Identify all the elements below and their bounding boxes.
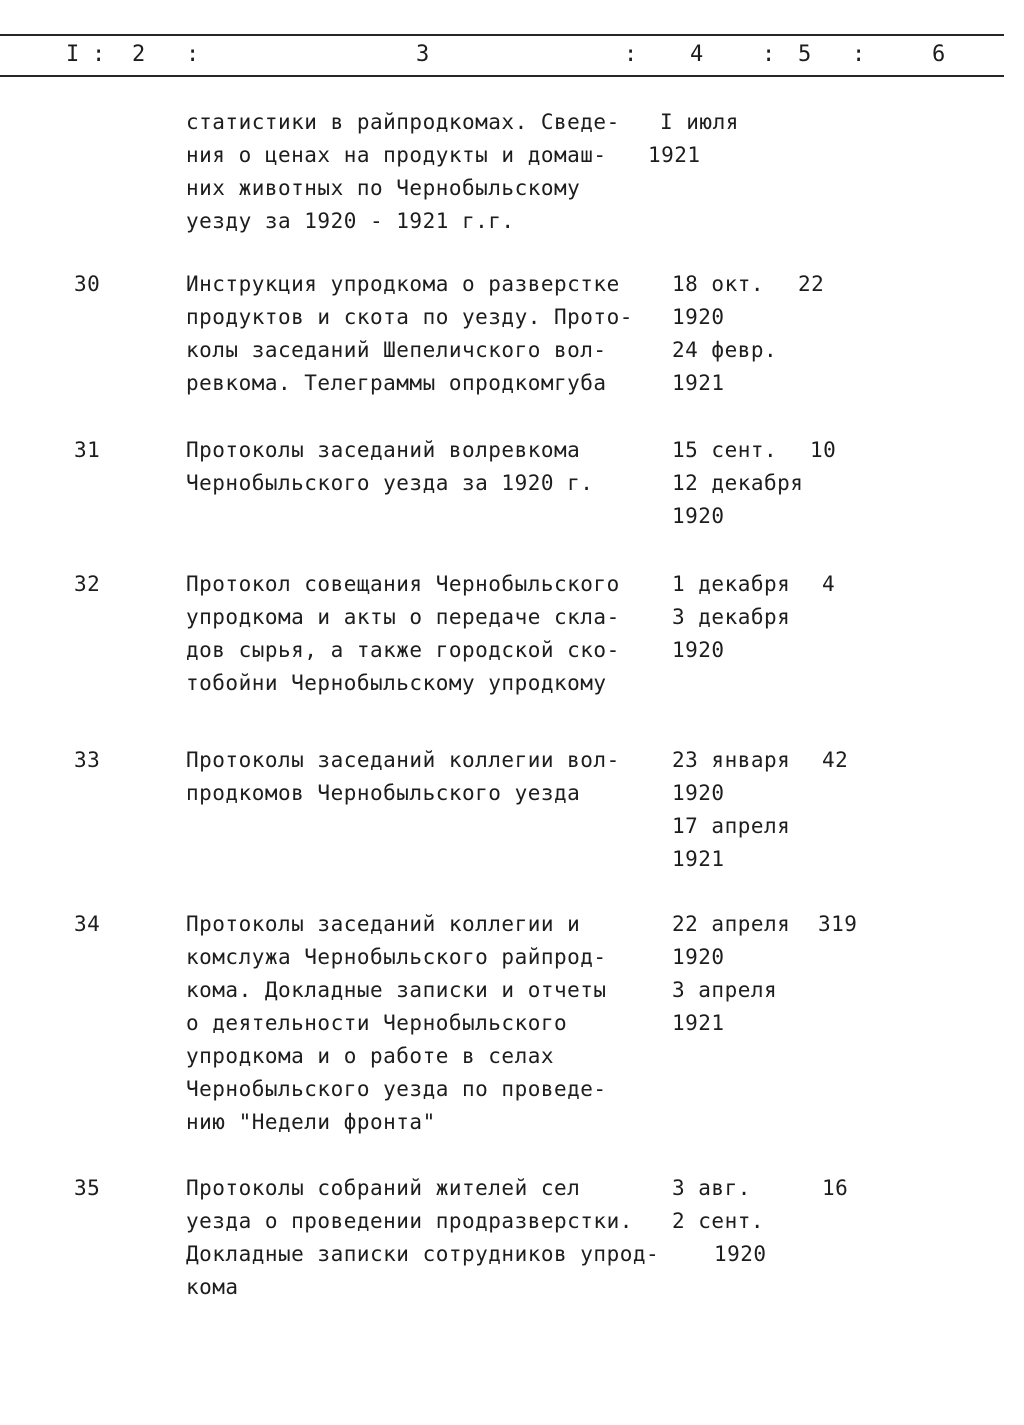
title-line: уезда о проведении продразверстки.	[186, 1209, 633, 1233]
date-line: 2 сент.	[672, 1209, 765, 1233]
date-line: 1921	[672, 1011, 725, 1035]
title-line: Инструкция упродкома о разверстке	[186, 272, 620, 296]
entry-title	[186, 106, 620, 238]
title-line: нию "Недели фронта"	[186, 1110, 436, 1134]
title-line: продуктов и скота по уезду. Прото-	[186, 305, 633, 329]
entry-number: 33	[74, 748, 101, 772]
entry-dates	[672, 1172, 767, 1271]
date-line: 1920	[714, 1242, 767, 1266]
date-line: 1920	[672, 945, 725, 969]
date-line: 1921	[672, 847, 725, 871]
title-line: Чернобыльского уезда за 1920 г.	[186, 471, 594, 495]
entry-number: 35	[74, 1176, 101, 1200]
entry-title	[186, 1172, 659, 1304]
date-line: 1920	[672, 305, 725, 329]
date-line: 1920	[672, 638, 725, 662]
title-line: Чернобыльского уезда по проведе-	[186, 1077, 607, 1101]
entry-sheet-count: 319	[818, 912, 858, 936]
date-line: 18 окт.	[672, 272, 765, 296]
entry-number: 32	[74, 572, 101, 596]
title-line: Протокол совещания Чернобыльского	[186, 572, 620, 596]
header-col-2: 2	[132, 42, 147, 67]
entry-dates	[672, 568, 790, 667]
entry-sheet-count: 42	[822, 748, 849, 772]
title-line: тобойни Чернобыльскому упродкому	[186, 671, 607, 695]
title-line: уезду за 1920 - 1921 г.г.	[186, 209, 515, 233]
title-line: комслужа Чернобыльского райпрод-	[186, 945, 607, 969]
entry-dates	[672, 268, 777, 400]
entry-title	[186, 908, 607, 1139]
date-line: 3 апреля	[672, 978, 778, 1002]
date-line: 15 сент.	[672, 438, 778, 462]
entry-number: 30	[74, 272, 101, 296]
header-col-3: 3	[416, 42, 431, 67]
date-line: 12 декабря	[672, 471, 804, 495]
title-line: о деятельности Чернобыльского	[186, 1011, 568, 1035]
entry-sheet-count: 4	[822, 572, 836, 596]
title-line: статистики в райпродкомах. Сведе-	[186, 110, 620, 134]
date-line: 1921	[672, 371, 725, 395]
header-top-rule	[0, 34, 1004, 36]
title-line: продкомов Чернобыльского уезда	[186, 781, 581, 805]
date-line: 1 декабря	[672, 572, 791, 596]
date-line: 3 авг.	[672, 1176, 751, 1200]
header-separator: :	[186, 42, 201, 67]
title-line: ния о ценах на продукты и домаш-	[186, 143, 607, 167]
title-line: ревкома. Телеграммы опродкомгуба	[186, 371, 607, 395]
header-separator: :	[762, 42, 777, 67]
header-col-1: I	[66, 42, 81, 67]
date-line: I июля	[660, 110, 739, 134]
title-line: упродкома и акты о передаче скла-	[186, 605, 620, 629]
entry-title	[186, 434, 593, 500]
entry-dates	[672, 744, 790, 876]
header-col-4: 4	[690, 42, 705, 67]
date-line: 24 февр.	[672, 338, 778, 362]
date-line: 17 апреля	[672, 814, 791, 838]
entry-dates	[672, 434, 803, 533]
header-col-6: 6	[932, 42, 947, 67]
entry-title	[186, 268, 633, 400]
date-line: 22 апреля	[672, 912, 791, 936]
title-line: Протоколы заседаний коллегии вол-	[186, 748, 620, 772]
date-line: 1920	[672, 504, 725, 528]
entry-dates	[648, 106, 739, 172]
title-line: кома	[186, 1275, 239, 1299]
date-line: 1921	[648, 143, 701, 167]
title-line: них животных по Чернобыльскому	[186, 176, 581, 200]
entry-title	[186, 568, 620, 700]
date-line: 23 января	[672, 748, 791, 772]
entry-number: 34	[74, 912, 101, 936]
title-line: упродкома и о работе в селах	[186, 1044, 555, 1068]
header-col-5: 5	[798, 42, 813, 67]
entry-number: 31	[74, 438, 101, 462]
header-separator: :	[92, 42, 107, 67]
header-separator: :	[624, 42, 639, 67]
entry-sheet-count: 22	[798, 272, 825, 296]
title-line: Докладные записки сотрудников упрод-	[186, 1242, 660, 1266]
date-line: 3 декабря	[672, 605, 791, 629]
header-separator: :	[852, 42, 867, 67]
entry-sheet-count: 10	[810, 438, 837, 462]
header-bottom-rule	[0, 75, 1004, 77]
title-line: кома. Докладные записки и отчеты	[186, 978, 607, 1002]
date-line: 1920	[672, 781, 725, 805]
title-line: Протоколы заседаний коллегии и	[186, 912, 581, 936]
title-line: колы заседаний Шепеличского вол-	[186, 338, 607, 362]
title-line: дов сырья, а также городской ско-	[186, 638, 620, 662]
title-line: Протоколы собраний жителей сел	[186, 1176, 581, 1200]
entry-dates	[672, 908, 790, 1040]
entry-title	[186, 744, 620, 810]
title-line: Протоколы заседаний волревкома	[186, 438, 581, 462]
entry-sheet-count: 16	[822, 1176, 849, 1200]
